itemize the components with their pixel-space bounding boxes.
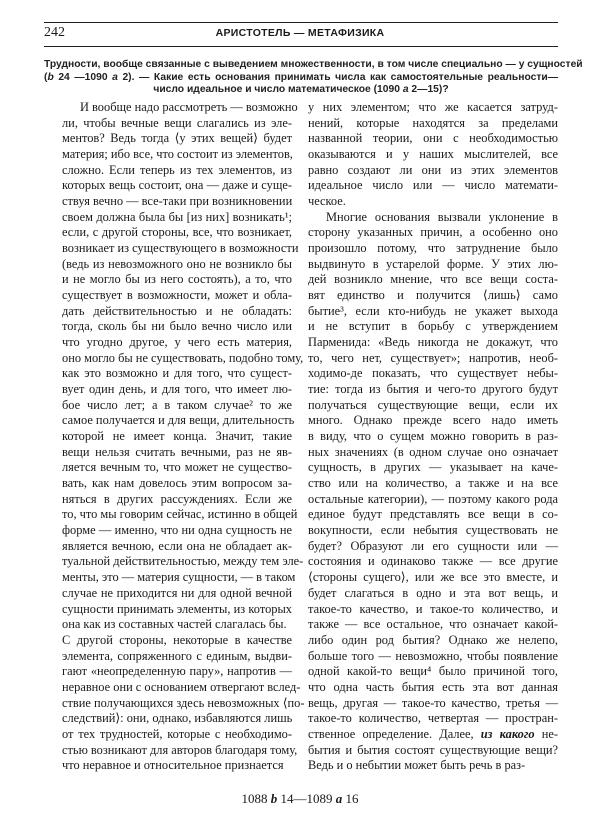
- text-run: если, с другой стороны, все, что возникает,: [62, 225, 292, 240]
- text-run: будет слагаться в одно и эта вот вещь, и: [308, 585, 558, 600]
- text-run: материя; ибо все, что состоит из элементов,: [62, 147, 293, 162]
- text-line: [62, 758, 292, 774]
- text-line: [62, 586, 292, 602]
- text-line: [308, 570, 558, 586]
- text-run: 16: [342, 791, 359, 806]
- text-run: вать, как нам довелось этим вопросом за-: [62, 476, 292, 491]
- text-run: тогда, сколь бы ни было вечно число или: [62, 319, 292, 334]
- text-run: стью возникают для авторов благодаря тому,: [62, 742, 298, 757]
- text-line: [308, 272, 558, 288]
- text-run: вят единство и получится ⟨лишь⟩ само: [308, 288, 558, 303]
- text-run: 2—15)?: [408, 84, 449, 95]
- header-rule: [44, 46, 558, 47]
- text-line: [308, 382, 558, 398]
- text-run: которых вещь состоит, она — даже и суще-: [62, 178, 292, 193]
- text-run: С другой стороны, некоторые в качестве: [62, 632, 292, 647]
- text-run: больше того — невозможно, чтобы появление: [308, 648, 558, 663]
- text-run: единое будут представлять все вещи в со-: [308, 507, 558, 522]
- text-run: нений, которые находятся за пределами: [308, 115, 558, 130]
- text-line: [308, 680, 558, 696]
- text-run: выдвинуто в устарелой форме. У этих лю-: [308, 256, 558, 271]
- text-line: [62, 194, 292, 210]
- text-line: [62, 727, 292, 743]
- text-line: [308, 351, 558, 367]
- text-line: [62, 335, 292, 351]
- text-line: [308, 100, 558, 116]
- text-run: сущность, в других — указывает на каче-: [308, 460, 558, 475]
- text-run: либо один род бытия? Однако же нелепо,: [308, 632, 558, 647]
- text-line: [308, 586, 558, 602]
- text-run: и не вступит в борьбу с утверждением: [308, 319, 558, 334]
- text-run: что одна часть бытия есть эта вот данная: [308, 679, 558, 694]
- text-run: тие: тогда из бытия и чего-то другого будут: [308, 382, 558, 397]
- text-run: 24 —1090: [53, 71, 113, 83]
- text-run: сторону указанных причин, а особенно оно: [308, 225, 558, 240]
- text-run: существует в возможности, может и обла-: [62, 288, 292, 303]
- text-line: [62, 366, 292, 382]
- text-run: будет? Образуют ли его сущности или —: [308, 538, 558, 553]
- text-line: [62, 460, 292, 476]
- text-run: произошло потому, что затруднение было: [308, 241, 558, 256]
- text-line: [308, 304, 558, 320]
- text-line: [62, 272, 292, 288]
- text-run: ментов? Ведь тогда ⟨у этих вещей⟩ будет: [62, 131, 292, 146]
- text-line: [62, 413, 295, 429]
- text-run: ляется вечным то, что может не существо-: [62, 460, 292, 475]
- text-run: случае не приходится ни для одной вечной: [62, 585, 292, 600]
- text-run: туальной действительностью, между тем эле-: [62, 554, 304, 569]
- text-line: [62, 539, 292, 555]
- text-run: число идеальное и число математическое (1090: [153, 84, 403, 95]
- text-line: [62, 664, 292, 680]
- text-run: в виду, что о сущем можно говорить в раз-: [308, 429, 558, 444]
- text-line: [62, 398, 292, 414]
- text-line: [44, 59, 583, 72]
- text-line: [308, 257, 558, 273]
- top-rule: [44, 22, 558, 23]
- text-line: [62, 178, 292, 194]
- text-run: 14—1089: [277, 791, 336, 806]
- text-run: ходимо-де показать, что существует небы-: [308, 366, 558, 381]
- text-run: она как из составных частей слагалась бы.: [62, 617, 287, 632]
- text-run: ствуя вечно — все-таки при возникновении: [62, 194, 293, 209]
- text-run: сложно. Если теперь из тех элементов, из: [62, 162, 292, 177]
- text-run: ⟨стороны сущего⟩, или же все это вместе, и: [308, 570, 558, 585]
- text-run: Многие основания вызвали уклонение в: [326, 209, 558, 224]
- text-run: (ведь из невозможного оно не возникло бы: [62, 256, 292, 271]
- text-line: [62, 649, 292, 665]
- text-line: [62, 554, 304, 570]
- text-line: [62, 492, 292, 508]
- text-run: не-: [534, 726, 558, 741]
- text-run: оно могло бы не существовать, подобно тому,: [62, 350, 304, 365]
- left-column: [62, 100, 305, 774]
- text-line: [308, 413, 558, 429]
- text-line: [62, 742, 298, 759]
- text-run: 1088: [241, 791, 271, 806]
- text-run: остальные категории), — поэтому какого рода: [308, 491, 558, 506]
- text-run: у них элементом; что же касается затруд-: [308, 100, 558, 114]
- text-line: [62, 210, 292, 226]
- text-line: [308, 727, 558, 743]
- text-line: [62, 116, 292, 132]
- text-line: [308, 319, 558, 335]
- text-line: [62, 633, 292, 649]
- text-line: [308, 398, 558, 414]
- text-line: [62, 382, 292, 398]
- text-line: [308, 664, 558, 680]
- text-run: состояния и одинаково также — все другие: [308, 554, 558, 569]
- text-run: идеальное число или — число математи-: [308, 178, 558, 193]
- text-run: как это возможно и для того, что сущест-: [62, 366, 292, 381]
- italic-text: a: [112, 71, 118, 83]
- text-line: [308, 366, 558, 382]
- text-run: няться в других рассуждениях. Если же: [62, 491, 292, 506]
- text-run: ство или на количество, а также и на все: [308, 476, 558, 491]
- text-line: [308, 194, 558, 210]
- text-line: [308, 429, 558, 445]
- text-run: бытия и бытия состоят существующие вещи?: [308, 742, 558, 757]
- text-line: [308, 523, 558, 539]
- text-run: много. Однако прежде всего надо иметь: [308, 413, 558, 428]
- text-run: Парменида: «Ведь никогда не докажут, что: [308, 335, 558, 350]
- text-run: оказываются и у наших мыслителей, все: [308, 147, 558, 162]
- text-run: форме — именно, что ни одна сущность не: [62, 523, 292, 538]
- text-line: [308, 288, 558, 304]
- text-line: [62, 570, 296, 586]
- text-line: [308, 225, 558, 241]
- text-line: [308, 602, 558, 618]
- text-run: также — все остальное, что означает какой-: [308, 617, 558, 632]
- text-line: [62, 131, 292, 147]
- text-run: бое число лет; а в таком случае² то же: [62, 397, 292, 412]
- text-run: дей возникло мнение, что все вещи соста-: [308, 272, 558, 287]
- text-run: своем должна была бы [из них] возникать¹;: [62, 209, 292, 224]
- text-run: от тех трудностей, которые с необходимо-: [62, 726, 292, 741]
- text-run: такое-то качество, и такое-то количество, и: [308, 601, 558, 616]
- text-line: [308, 335, 558, 351]
- text-run: является вечною, если она не обладает ак-: [62, 538, 292, 553]
- text-line: [308, 758, 558, 774]
- text-line: [62, 288, 292, 304]
- text-line: [62, 225, 292, 241]
- text-line: [62, 602, 292, 618]
- text-line: [308, 241, 558, 257]
- text-line: [308, 743, 558, 759]
- text-run: ствие получающихся здесь невозможных ⟨по-: [62, 695, 305, 710]
- text-run: такое-то количество, четвертая — простран-: [308, 711, 558, 726]
- text-run: менты, это — материя сущности, — в таком: [62, 570, 296, 585]
- text-line: [62, 476, 292, 492]
- text-line: [308, 210, 558, 226]
- text-run: Ведь и о небытии может быть речь в раз-: [308, 758, 526, 773]
- text-line: [62, 147, 292, 163]
- text-run: сущности принимать элементы, из которых: [62, 601, 292, 616]
- italic-text: a: [335, 791, 343, 806]
- text-run: ли, чтобы вечные вещи слагались из эле-: [62, 115, 292, 130]
- text-run: (: [44, 71, 48, 83]
- text-line: [308, 147, 558, 163]
- text-run: бытие³, если кто-нибудь не укажет выхода: [308, 303, 558, 318]
- italic-text: a: [402, 84, 409, 95]
- text-run: ческое.: [308, 194, 346, 209]
- text-run: одной какой-то вещи⁴ было причиной того,: [308, 664, 558, 679]
- text-line: [308, 711, 558, 727]
- text-run: равно создают ли они из этих элементов: [308, 162, 558, 177]
- text-run: неравное они с основанием отвергают вслед-: [62, 679, 301, 694]
- text-run: вещи нельзя считать вечными, раз не яв-: [62, 444, 292, 459]
- text-line: [308, 554, 558, 570]
- text-run: получаться существующие вещи, если их: [308, 397, 558, 412]
- text-line: [62, 304, 292, 320]
- text-run: и не могло бы из него состоять), а то, что: [62, 272, 292, 287]
- text-line: [62, 257, 292, 273]
- text-line: [308, 178, 558, 194]
- text-line: [62, 100, 298, 116]
- bekker-reference: [0, 791, 600, 807]
- text-line: [308, 492, 558, 508]
- page-number: 242: [44, 25, 65, 40]
- text-line: [62, 241, 299, 257]
- right-column: [308, 100, 558, 774]
- text-run: то, что мы говорим сейчас, истинно в общей: [62, 507, 298, 522]
- running-title: АРИСТОТЕЛЬ — МЕТАФИЗИКА: [215, 27, 385, 39]
- text-run: самое получается и для вещи, длительность: [62, 413, 295, 428]
- text-line: [62, 679, 301, 696]
- text-line: [308, 539, 558, 555]
- text-run: дать действительностью и не обладать:: [62, 303, 292, 318]
- text-line: [44, 72, 558, 85]
- text-line: [308, 617, 558, 633]
- text-line: [308, 476, 558, 492]
- text-line: [62, 429, 292, 445]
- text-line: [308, 696, 558, 712]
- text-line: [308, 116, 558, 132]
- text-line: [62, 695, 305, 712]
- chapter-summary: [44, 59, 583, 97]
- text-line: [308, 131, 558, 147]
- text-line: [62, 617, 292, 633]
- text-run: 2). — Какие есть основания принимать числа как самостоятельные реальности—: [117, 71, 558, 83]
- text-run: что угодно другое, у чего есть материя,: [62, 335, 292, 350]
- text-line: [308, 445, 558, 461]
- italic-text: b: [270, 791, 278, 806]
- text-run: то, чего нет, существует»; напротив, необ-: [308, 350, 558, 365]
- text-run: ных значениях (в одном случае оно означает: [308, 444, 558, 459]
- text-run: следствий⟩: они, однако, избавляются лишь: [62, 711, 293, 726]
- text-run: ственное определение. Далее,: [308, 726, 481, 741]
- text-run: элемента, сопряженного с единым, выдви-: [62, 648, 292, 663]
- text-line: [62, 350, 304, 367]
- text-run: названной теории, они с необходимостью: [308, 131, 558, 146]
- text-line: [62, 163, 292, 179]
- italic-text: b: [47, 71, 54, 83]
- text-line: [308, 163, 558, 179]
- text-run: возникает из существующего в возможности: [62, 241, 299, 256]
- text-run: И вообще надо рассмотреть — возможно: [80, 100, 298, 114]
- italic-text: из какого: [480, 726, 535, 741]
- text-run: гают «неопределенную пару», напротив —: [62, 664, 292, 679]
- text-line: [62, 507, 298, 523]
- text-run: Трудности, вообще связанные с выведением множественности, в том числе специально — у сущностей: [44, 59, 583, 70]
- text-line: [308, 633, 558, 649]
- text-line: [308, 649, 558, 665]
- text-line: [62, 319, 292, 335]
- text-run: вует один день, и для того, что имеет лю-: [62, 382, 292, 397]
- text-line: [62, 711, 292, 727]
- text-line: [308, 507, 558, 523]
- text-run: вокупности, если небытия существовать не: [308, 523, 558, 538]
- text-line: [44, 84, 558, 97]
- text-line: [62, 523, 292, 539]
- text-line: [308, 460, 558, 476]
- text-run: вещь, другая — такое-то качество, третья —: [308, 695, 558, 710]
- text-run: которой не имеет конца. Значит, такие: [62, 429, 292, 444]
- text-line: [62, 445, 292, 461]
- text-run: что неравное и относительное признается: [62, 758, 284, 773]
